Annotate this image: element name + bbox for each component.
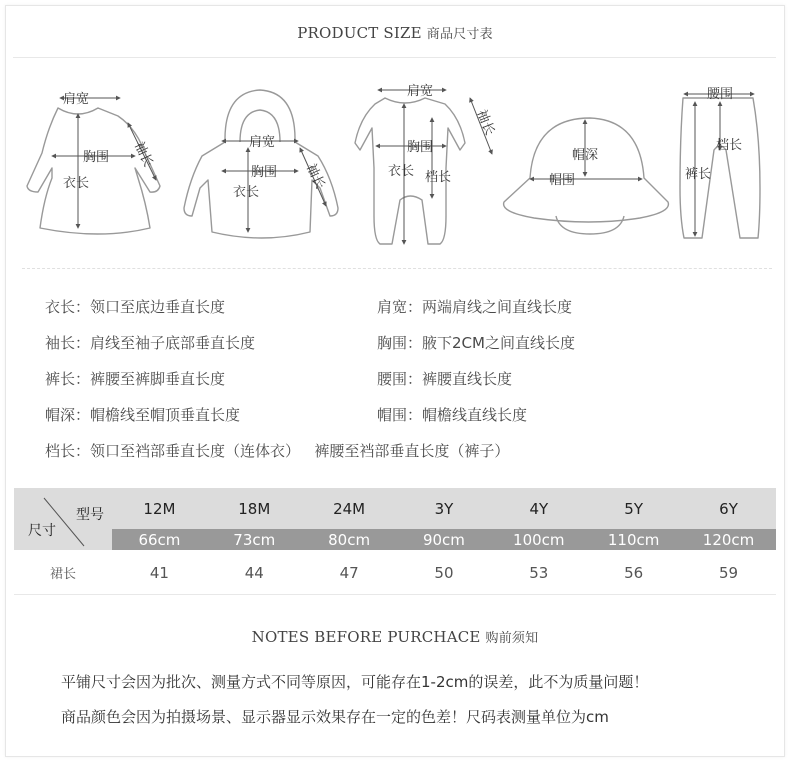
value-cell: 44 (244, 563, 264, 582)
coat-length-label: 衣长 (232, 185, 260, 200)
illustrations-divider (22, 268, 772, 269)
value-cell: 41 (149, 563, 169, 582)
header-divider (13, 57, 776, 58)
hat-circ-label: 帽围 (548, 173, 576, 188)
title-cn: 商品尺寸表 (426, 27, 493, 42)
value-cell: 50 (434, 563, 454, 582)
def-left-3: 帽深：帽檐线至帽顶垂直长度 (45, 406, 241, 424)
note-line-1: 平铺尺寸会因为批次、测量方式不同等原因，可能存在1-2cm的误差，此不为质量问题！ (61, 673, 649, 691)
size-label: 24M (302, 488, 397, 529)
romper-chest-label: 胸围 (406, 140, 434, 155)
product-size-title (0, 23, 790, 42)
def-left-1: 袖长：肩线至袖子底部垂直长度 (45, 334, 256, 352)
corner-size-label: 尺寸 (28, 523, 56, 539)
dress-chest-label: 胸围 (82, 150, 110, 165)
dress-sleeve-label: 袖长 (130, 139, 156, 170)
title-en: PRODUCT SIZE (297, 24, 422, 42)
def-right-0: 肩宽：两端肩线之间直线长度 (377, 298, 573, 316)
height-label: 120cm (681, 529, 776, 550)
pants-crotch-label: 档长 (715, 138, 743, 153)
garment-illustrations (0, 68, 790, 268)
dress-length-label: 衣长 (62, 176, 90, 191)
skirt-length-row (14, 550, 776, 595)
size-label: 5Y (586, 488, 681, 529)
size-label: 3Y (397, 488, 492, 529)
def-right-3: 帽围：帽檐线直线长度 (377, 406, 528, 424)
row-label: 裙长 (49, 567, 76, 582)
size-header-row (14, 488, 776, 529)
height-label: 73cm (207, 529, 302, 550)
def-left-0: 衣长：领口至底边垂直长度 (45, 298, 226, 316)
notes-title (0, 627, 790, 646)
height-row (14, 529, 776, 550)
size-label: 4Y (491, 488, 586, 529)
value-cell: 56 (624, 563, 644, 582)
value-cell: 59 (718, 563, 739, 582)
table-corner (14, 488, 112, 550)
pants-waist-label: 腰围 (706, 87, 734, 102)
illustrations-svg (0, 68, 790, 268)
hat-depth-label: 帽深 (571, 148, 599, 163)
dress-shape (27, 108, 160, 234)
pants-length-label: 裤长 (684, 167, 712, 182)
romper-crotch-label: 档长 (424, 170, 452, 185)
size-table (14, 488, 776, 595)
value-cell: 47 (339, 563, 359, 582)
height-label: 66cm (112, 529, 207, 550)
height-label: 80cm (302, 529, 397, 550)
def-right-1: 胸围：腋下2CM之间直线长度 (377, 334, 575, 352)
value-cell: 53 (529, 563, 549, 582)
dress-shoulder-label: 肩宽 (62, 92, 90, 107)
coat-chest-label: 胸围 (250, 165, 278, 180)
height-label: 100cm (491, 529, 586, 550)
coat-shoulder-label: 肩宽 (248, 135, 276, 150)
def-left-4: 档长：领口至裆部垂直长度（连体衣） 裤腰至裆部垂直长度（裤子） (45, 442, 510, 460)
corner-model-label: 型号 (76, 507, 104, 523)
height-label: 90cm (397, 529, 492, 550)
romper-shoulder-label: 肩宽 (406, 84, 434, 99)
size-label: 12M (112, 488, 207, 529)
coat-sleeve-label: 袖长 (302, 161, 328, 192)
romper-length-label: 衣长 (387, 164, 415, 179)
notes-title-en: NOTES BEFORE PURCHACE (251, 628, 481, 646)
size-label: 6Y (681, 488, 776, 529)
size-label: 18M (207, 488, 302, 529)
def-left-2: 裤长：裤腰至裤脚垂直长度 (45, 370, 226, 388)
romper-sleeve-label: 袖长 (473, 107, 498, 138)
height-label: 110cm (586, 529, 681, 550)
table-bottom-line (14, 594, 776, 595)
notes-title-cn: 购前须知 (485, 631, 539, 646)
hat-shape (504, 118, 669, 222)
note-line-2: 商品颜色会因为拍摄场景、显示器显示效果存在一定的色差！尺码表测量单位为cm (61, 708, 609, 726)
def-right-2: 腰围：裤腰直线长度 (377, 370, 513, 388)
